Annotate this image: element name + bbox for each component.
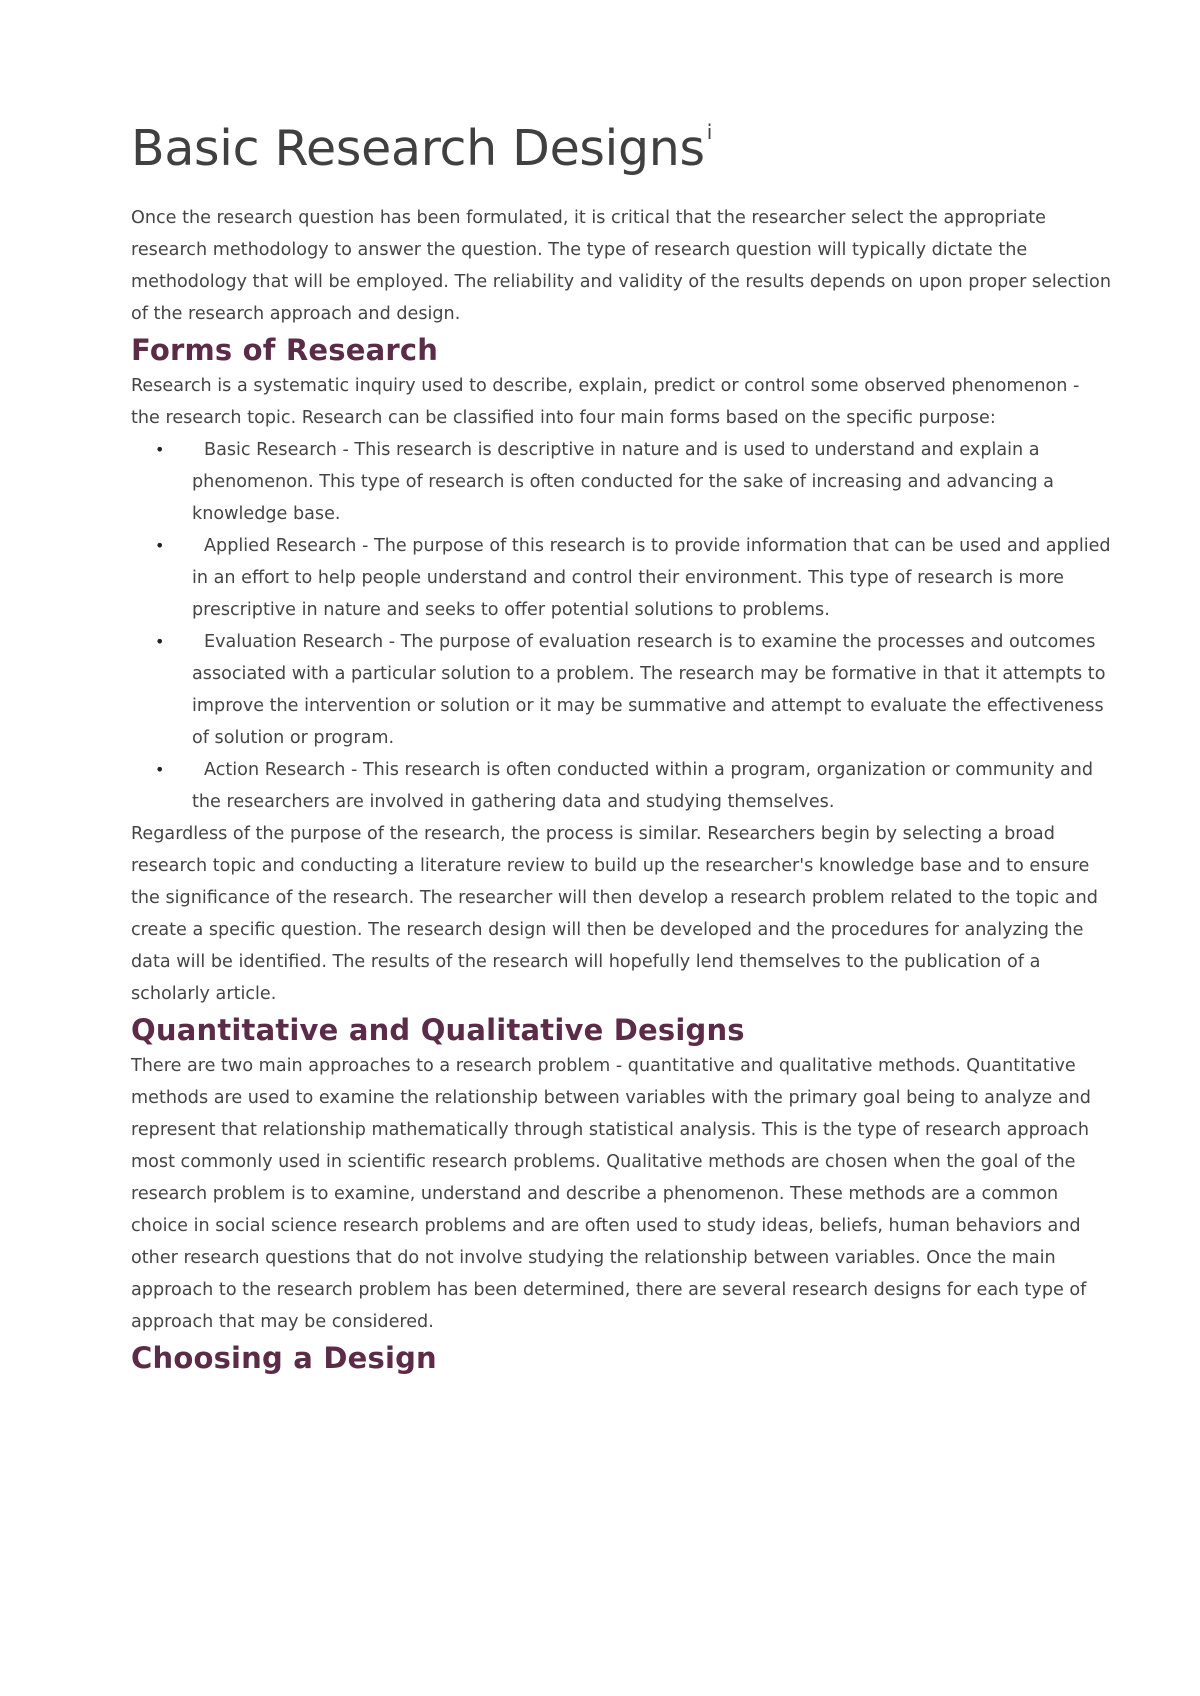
quant-paragraph: There are two main approaches to a research problem - quantitative and qualitative methods. Quantitative methods are used to examine the relationship between variables with the primary goal being to analyze and represent that relationship mathematically through statistical analysis. This is the type of research approach most commonly used in scientific research problems. Qualitative methods are chosen when the goal of the research problem is to examine, understand and describe a phenomenon. These methods are a common choice in social science research problems and are often used to study ideas, beliefs, human behaviors and other research questions that do not involve studying the relationship between variables. Once the main approach to the research problem has been determined, there are several research designs for each type of approach that may be considered. [131,1056,1091,1332]
heading-forms-of-research: Forms of Research [131,333,439,367]
list-item [131,530,1111,626]
list-item [131,754,1111,818]
forms-closing-paragraph: Regardless of the purpose of the research, the process is similar. Researchers begin by selecting a broad research topic and conducting a literature review to build up the researcher's knowledge base and to ensure the significance of the research. The researcher will then develop a research problem related to the topic and create a specific question. The research design will then be developed and the procedures for analyzing the data will be identified. The results of the research will hopefully lend themselves to the publication of a scholarly article. [131,824,1098,1004]
forms-intro-paragraph: Research is a systematic inquiry used to describe, explain, predict or control some observed phenomenon - the research topic. Research can be classified into four main forms based on the specific purpose: [131,376,1080,428]
bullet-icon: • [155,440,165,459]
research-forms-list [131,434,1111,818]
title-footnote-marker[interactable]: i [706,120,713,144]
bullet-icon: • [155,632,165,651]
bullet-icon: • [155,760,165,779]
document-title [131,96,1111,185]
heading-choosing-a-design: Choosing a Design [131,1341,437,1375]
heading-quantitative-qualitative: Quantitative and Qualitative Designs [131,1013,745,1047]
list-item-text: Basic Research - This research is descriptive in nature and is used to understand and explain a phenomenon. This type of research is often conducted for the sake of increasing and advancing a knowledge base. [192,440,1054,524]
list-item [131,434,1111,530]
list-item-text: Evaluation Research - The purpose of evaluation research is to examine the processes and outcomes associated with a particular solution to a problem. The research may be formative in that it attempts to improve the intervention or solution or it may be summative and attempt to evaluate the effectiveness of solution or program. [192,632,1106,748]
bullet-icon: • [155,536,165,555]
document-page [131,96,1111,1378]
document-title-text: Basic Research Designs [131,120,705,177]
list-item [131,626,1111,754]
list-item-text: Applied Research - The purpose of this research is to provide information that can be used and applied in an effort to help people understand and control their environment. This type of research is more prescriptive in nature and seeks to offer potential solutions to problems. [192,536,1111,620]
list-item-text: Action Research - This research is often conducted within a program, organization or community and the researchers are involved in gathering data and studying themselves. [192,760,1094,812]
intro-paragraph: Once the research question has been formulated, it is critical that the researcher select the appropriate research methodology to answer the question. The type of research question will typically dictate the methodology that will be employed. The reliability and validity of the results depends on upon proper selection of the research approach and design. [131,208,1111,324]
